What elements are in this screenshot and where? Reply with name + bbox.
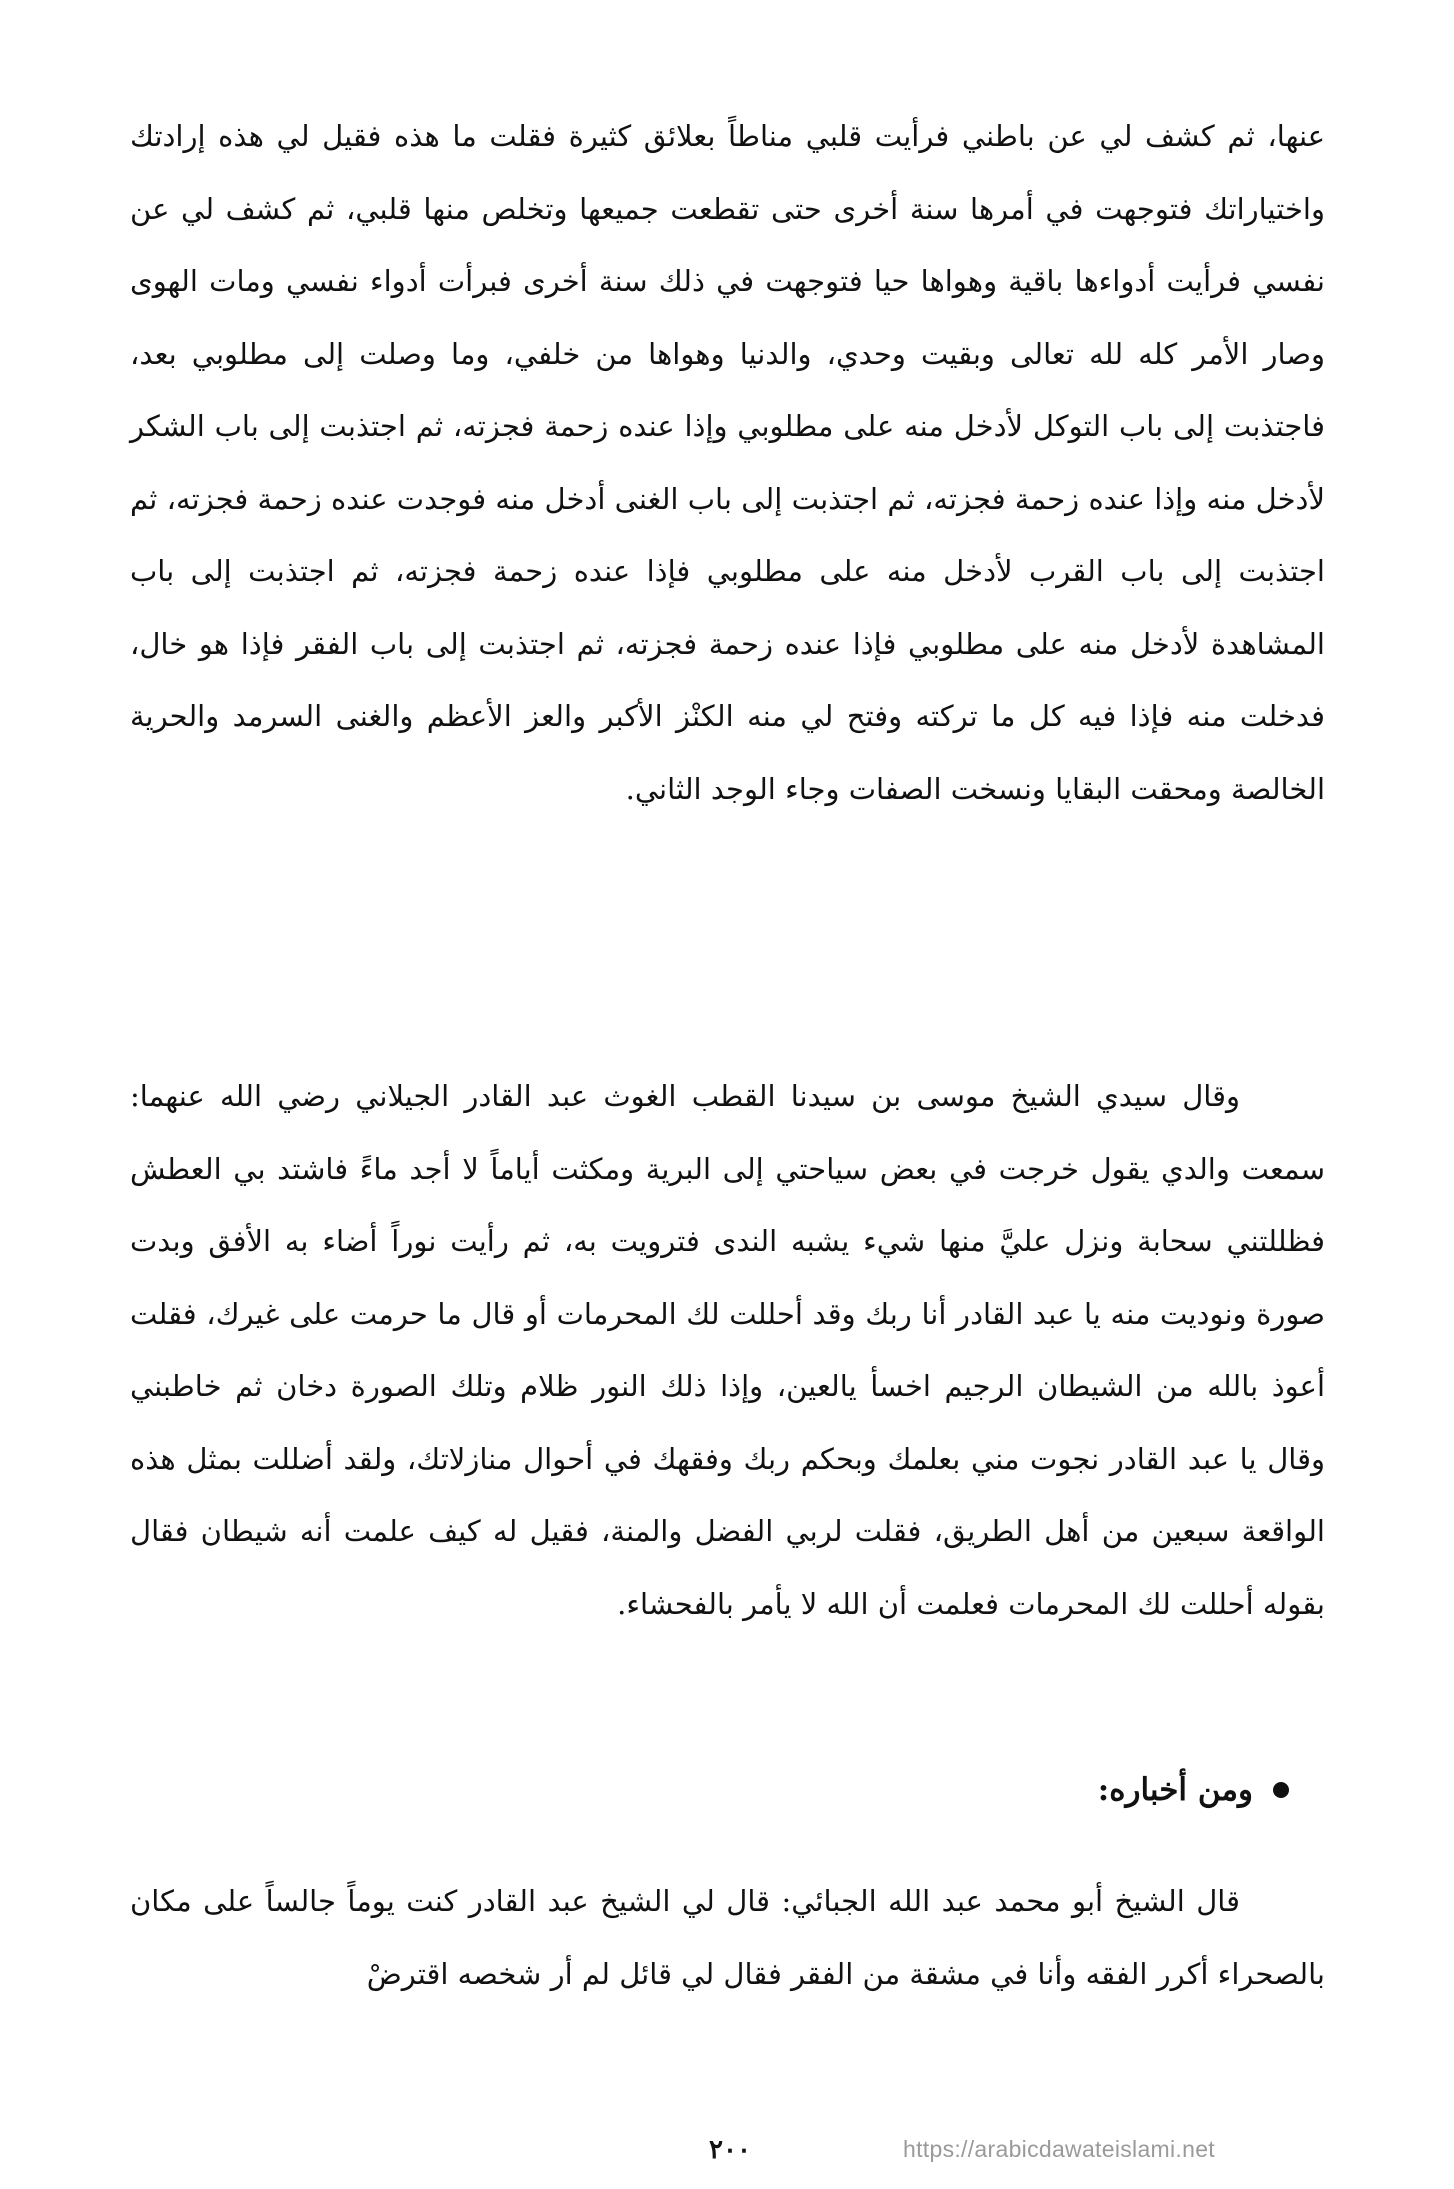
watermark-url: https://arabicdawateislami.net (903, 2136, 1215, 2162)
bullet-icon (1273, 1782, 1289, 1798)
section-heading-text: ومن أخباره: (1097, 1772, 1253, 1808)
paragraph-3: قال الشيخ أبو محمد عبد الله الجبائي: قال لي الشيخ عبد القادر كنت يوماً جالساً على مكان بالصحراء أكرر الفقه وأنا في مشقة من الفقر فقال لي قائل لم أر شخصه اقترضْ (130, 1884, 1325, 1991)
page-number: ٢٠٠ (709, 2135, 751, 2165)
paragraph-2: وقال سيدي الشيخ موسى بن سيدنا القطب الغوث عبد القادر الجيلاني رضي الله عنهما: سمعت والدي يقول خرجت في بعض سياحتي إلى البرية ومكثت أياماً لا أجد ماءً فاشتد بي العطش فظللتني سحابة ونزل عليَّ منها شيء يشبه الندى فترويت به، ثم رأيت نوراً أضاء به الأفق وبدت صورة ونوديت منه يا عبد القادر أنا ربك وقد أحللت لك المحرمات أو قال ما حرمت على غيرك، فقلت أعوذ بالله من الشيطان الرجيم اخسأ يالعين، وإذا ذلك النور ظلام وتلك الصورة دخان ثم خاطبني وقال يا عبد القادر نجوت مني بعلمك وبحكم ربك وفقهك في أحوال منازلاتك، ولقد أضللت بمثل هذه الواقعة سبعين من أهل الطريق، فقلت لربي الفضل والمنة، فقيل له كيف علمت أنه شيطان فقال بقوله أحللت لك المحرمات فعلمت أن الله لا يأمر بالفحشاء. (130, 1079, 1325, 1621)
paragraph-1: عنها، ثم كشف لي عن باطني فرأيت قلبي مناطاً بعلائق كثيرة فقلت ما هذه فقيل لي هذه إرادتك واختياراتك فتوجهت في أمرها سنة أخرى حتى تقطعت جميعها وتخلص منها قلبي، ثم كشف لي عن نفسي فرأيت أدواءها باقية وهواها حيا فتوجهت في ذلك سنة أخرى فبرأت أدواء نفسي ومات الهوى وصار الأمر كله لله تعالى وبقيت وحدي، والدنيا وهواها من خلفي، وما وصلت إلى مطلوبي بعد، فاجتذبت إلى باب التوكل لأدخل منه على مطلوبي وإذا عنده زحمة فجزته، ثم اجتذبت إلى باب الشكر لأدخل منه وإذا عنده زحمة فجزته، ثم اجتذبت إلى باب الغنى أدخل منه فوجدت عنده زحمة فجزته، ثم اجتذبت إلى باب القرب لأدخل منه على مطلوبي فإذا عنده زحمة فجزته، ثم اجتذبت إلى باب المشاهدة لأدخل منه على مطلوبي فإذا عنده زحمة فجزته، ثم اجتذبت إلى باب الفقر فإذا هو خال، فدخلت منه فإذا فيه كل ما تركته وفتح لي منه الكنْز الأكبر والعز الأعظم والغنى السرمد والحرية الخالصة ومحقت البقايا ونسخت الصفات وجاء الوجد الثاني. (130, 119, 1325, 806)
section-heading (1098, 1772, 1289, 1808)
